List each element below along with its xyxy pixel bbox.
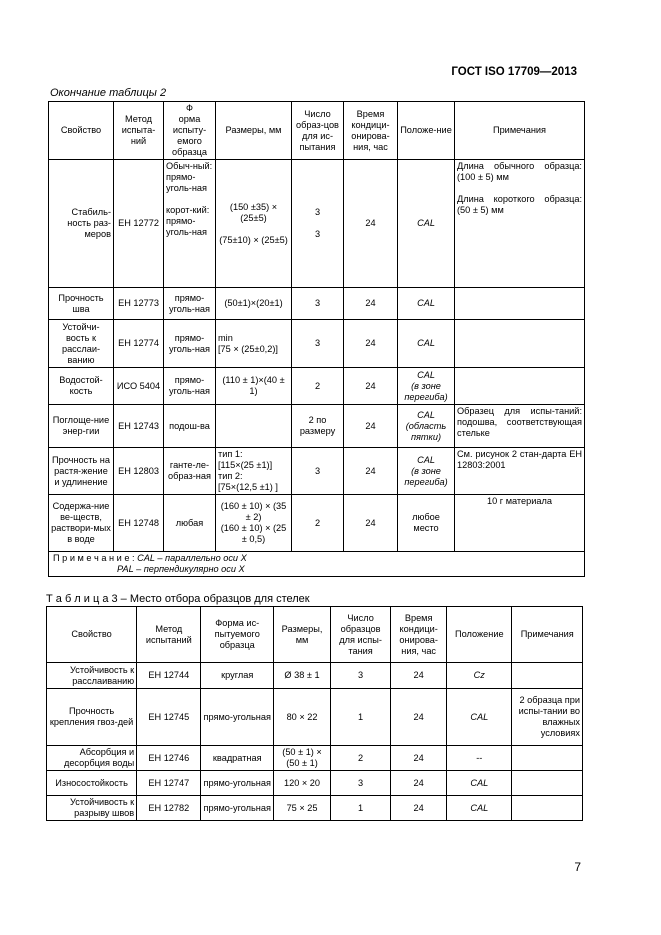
header-cell: Положе-ние [398, 102, 455, 160]
cell-method: ЕН 12745 [137, 689, 201, 746]
table-row [49, 495, 585, 552]
table-row [47, 771, 583, 796]
cell-size: (50 ± 1) × (50 ± 1) [274, 746, 331, 771]
header-cell: Примечания [455, 102, 585, 160]
cell-count: 2 [292, 368, 344, 405]
cell-form: подош-ва [164, 405, 216, 448]
cell-time: 24 [344, 320, 398, 368]
cell-note: См. рисунок 2 стан-дарта ЕН 12803:2001 [455, 448, 585, 495]
cell-position: CAL [398, 288, 455, 320]
cell-method: ЕН 12746 [137, 746, 201, 771]
cell-property: Абсорбция и десорбция воды [47, 746, 137, 771]
table2 [48, 101, 585, 577]
table-row [49, 288, 585, 320]
cell-form: прямо-угольная [201, 771, 274, 796]
cell-position: любое место [398, 495, 455, 552]
cell-position: CAL [398, 160, 455, 288]
table-row [49, 405, 585, 448]
cell-method: ЕН 12748 [114, 495, 164, 552]
document-header: ГОСТ ISO 17709—2013 [451, 66, 577, 78]
cell-count: 3 3 [292, 160, 344, 288]
header-cell: Размеры, мм [274, 607, 331, 663]
cell-property: Водостой-кость [49, 368, 114, 405]
cell-count: 3 [331, 663, 391, 689]
header-cell: Ф орма испыту-емого образца [164, 102, 216, 160]
cell-count: 3 [292, 288, 344, 320]
cell-size: (160 ± 10) × (35 ± 2) (160 ± 10) × (25 ± 0,5) [216, 495, 292, 552]
cell-size [216, 405, 292, 448]
cell-method: ЕН 12744 [137, 663, 201, 689]
table3 [46, 606, 583, 821]
header-cell: Время кондици-онирова-ния, час [344, 102, 398, 160]
cell-count: 2 [292, 495, 344, 552]
table-row [47, 746, 583, 771]
page-number: 7 [574, 860, 581, 874]
cell-count: 2 [331, 746, 391, 771]
cell-size: 80 × 22 [274, 689, 331, 746]
cell-form: прямо-угольная [201, 796, 274, 821]
table-row [49, 368, 585, 405]
cell-form: прямо-угольная [201, 689, 274, 746]
cell-note [512, 771, 583, 796]
cell-size: тип 1: [115×(25 ±1)] тип 2: [75×(12,5 ±1) ] [216, 448, 292, 495]
header-cell: Положение [447, 607, 512, 663]
table-note [49, 552, 585, 577]
cell-note [455, 288, 585, 320]
cell-position: CAL (в зоне перегиба) [398, 368, 455, 405]
cell-position: CAL (в зоне перегиба) [398, 448, 455, 495]
header-cell: Число образ-цов для ис-пытания [292, 102, 344, 160]
cell-form: ганте-ле-образ-ная [164, 448, 216, 495]
cell-note [512, 746, 583, 771]
cell-position: CAL [447, 771, 512, 796]
header-cell: Время кондици-онирова-ния, час [391, 607, 447, 663]
cell-method: ЕН 12747 [137, 771, 201, 796]
table-row [49, 160, 585, 288]
cell-property: Поглоще-ние энер-гии [49, 405, 114, 448]
cell-time: 24 [344, 288, 398, 320]
cell-count: 2 по размеру [292, 405, 344, 448]
cell-note: Образец для испы-таний: подошва, соответствующая стельке [455, 405, 585, 448]
header-cell: Свойство [47, 607, 137, 663]
cell-count: 1 [331, 796, 391, 821]
cell-method: ЕН 12773 [114, 288, 164, 320]
cell-property: Прочность крепления гвоз-дей [47, 689, 137, 746]
table-note-row [49, 552, 585, 577]
note-label: П р и м е ч а н и е : [53, 553, 135, 563]
table-row [49, 448, 585, 495]
cell-method: ЕН 12803 [114, 448, 164, 495]
cell-time: 24 [391, 663, 447, 689]
table-header-row [47, 607, 583, 663]
header-cell: Форма ис-пытуемого образца [201, 607, 274, 663]
header-cell: Размеры, мм [216, 102, 292, 160]
cell-time: 24 [391, 796, 447, 821]
cell-size: Ø 38 ± 1 [274, 663, 331, 689]
cell-property: Стабиль-ность раз-меров [49, 160, 114, 288]
cell-size: 75 × 25 [274, 796, 331, 821]
cell-form: прямо-уголь-ная [164, 368, 216, 405]
cell-size: 120 × 20 [274, 771, 331, 796]
cell-size: (150 ±35) × (25±5) (75±10) × (25±5) [216, 160, 292, 288]
cell-property: Прочность шва [49, 288, 114, 320]
cell-count: 3 [292, 320, 344, 368]
cell-form: прямо-уголь-ная [164, 288, 216, 320]
cell-form: Обыч-ный: прямо-уголь-ная корот-кий: прямо-уголь-ная [164, 160, 216, 288]
cell-property: Устойчи-вость к расслаи-ванию [49, 320, 114, 368]
cell-property: Износостойкость [47, 771, 137, 796]
cell-position: CAL [398, 320, 455, 368]
cell-count: 1 [331, 689, 391, 746]
cell-time: 24 [391, 746, 447, 771]
cell-time: 24 [344, 368, 398, 405]
cell-count: 3 [331, 771, 391, 796]
table-row [47, 796, 583, 821]
cell-position: CAL [447, 796, 512, 821]
cell-form: прямо-уголь-ная [164, 320, 216, 368]
table-row [47, 663, 583, 689]
cell-method: ЕН 12782 [137, 796, 201, 821]
cell-time: 24 [344, 405, 398, 448]
table-header-row [49, 102, 585, 160]
cell-method: ЕН 12743 [114, 405, 164, 448]
cell-time: 24 [344, 160, 398, 288]
cell-note: Длина обычного образца: (100 ± 5) мм Длина короткого образца: (50 ± 5) мм [455, 160, 585, 288]
cell-property: Прочность на растя-жение и удлинение [49, 448, 114, 495]
header-cell: Число образцов для испы-тания [331, 607, 391, 663]
cell-form: круглая [201, 663, 274, 689]
cell-note: 2 образца при испы-тании во влажных условиях [512, 689, 583, 746]
cell-note [512, 663, 583, 689]
cell-property: Устойчивость к разрыву швов [47, 796, 137, 821]
note-line-cal: CAL – параллельно оси Х [137, 553, 247, 563]
cell-note: 10 г материала [455, 495, 585, 552]
table3-caption: Т а б л и ц а 3 – Место отбора образцов для стелек [46, 593, 310, 605]
cell-method: ЕН 12774 [114, 320, 164, 368]
table-row [47, 689, 583, 746]
cell-form: любая [164, 495, 216, 552]
cell-property: Устойчивость к расслаиванию [47, 663, 137, 689]
cell-position: Cz [447, 663, 512, 689]
header-cell: Свойство [49, 102, 114, 160]
cell-position: CAL (область пятки) [398, 405, 455, 448]
header-cell: Примечания [512, 607, 583, 663]
cell-method: ИСО 5404 [114, 368, 164, 405]
cell-form: квадратная [201, 746, 274, 771]
table-row [49, 320, 585, 368]
cell-note [455, 320, 585, 368]
cell-size: (50±1)×(20±1) [216, 288, 292, 320]
header-cell: Метод испыта-ний [114, 102, 164, 160]
cell-note [512, 796, 583, 821]
cell-time: 24 [391, 771, 447, 796]
cell-size: (110 ± 1)×(40 ± 1) [216, 368, 292, 405]
cell-time: 24 [391, 689, 447, 746]
note-line-pal: PAL – перпендикулярно оси Х [117, 564, 245, 574]
header-cell: Метод испытаний [137, 607, 201, 663]
table2-caption: Окончание таблицы 2 [50, 87, 167, 99]
cell-position: CAL [447, 689, 512, 746]
cell-position: -- [447, 746, 512, 771]
cell-count: 3 [292, 448, 344, 495]
cell-size: min [75 × (25±0,2)] [216, 320, 292, 368]
cell-note [455, 368, 585, 405]
cell-property: Содержа-ние ве-ществ, раствори-мых в воде [49, 495, 114, 552]
cell-method: ЕН 12772 [114, 160, 164, 288]
cell-time: 24 [344, 448, 398, 495]
cell-time: 24 [344, 495, 398, 552]
